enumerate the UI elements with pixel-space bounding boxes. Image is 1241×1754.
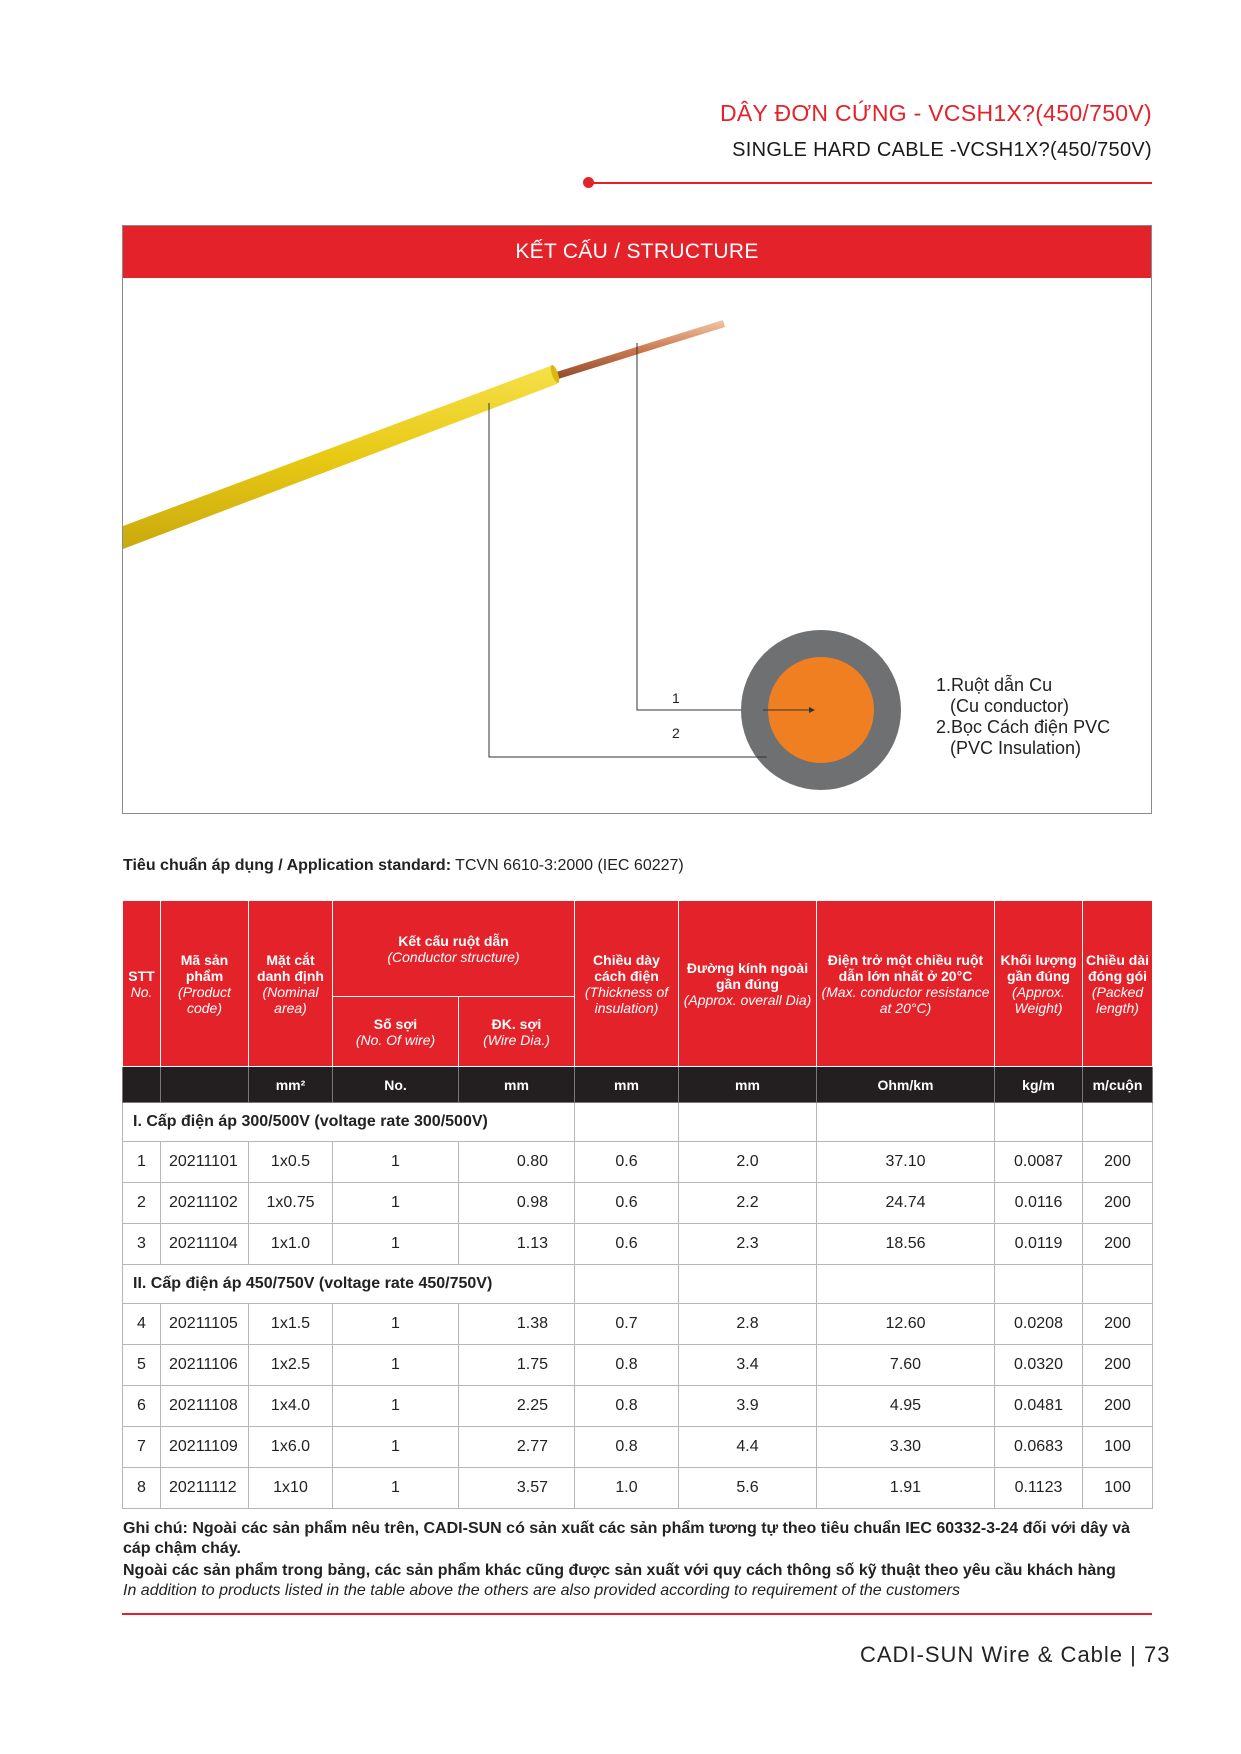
- table-cell: 1: [123, 1142, 161, 1183]
- table-row: [123, 1468, 1153, 1509]
- table-cell: 1x6.0: [249, 1427, 333, 1468]
- table-cell: 1: [333, 1142, 459, 1183]
- table-cell: 4.95: [817, 1386, 995, 1427]
- table-cell: 12.60: [817, 1304, 995, 1345]
- section-row: [123, 1265, 1153, 1304]
- table-cell: 1.75: [459, 1345, 575, 1386]
- table-cell: 100: [1083, 1427, 1153, 1468]
- col-header-wires: Số sợi (No. Of wire): [333, 997, 459, 1067]
- spec-table: [122, 900, 1153, 1509]
- table-row: [123, 1224, 1153, 1265]
- table-cell: 6: [123, 1386, 161, 1427]
- table-cell: 0.6: [575, 1224, 679, 1265]
- page-title: DÂY ĐƠN CỨNG - VCSH1X?(450/750V): [719, 100, 1152, 126]
- table-cell: 0.8: [575, 1345, 679, 1386]
- table-cell: 200: [1083, 1304, 1153, 1345]
- table-cell: 0.80: [459, 1142, 575, 1183]
- table-cell: 4.4: [679, 1427, 817, 1468]
- table-cell: 200: [1083, 1183, 1153, 1224]
- table-row: [123, 1427, 1153, 1468]
- callout-number-2: 2: [672, 725, 680, 741]
- table-cell: 20211106: [161, 1345, 249, 1386]
- table-cell: 1x10: [249, 1468, 333, 1509]
- note-custom-products: Ngoài các sản phẩm trong bảng, các sản phẩm khác cũng được sản xuất với quy cách thông số kỹ thuật theo yêu cầu khách hàng: [123, 1562, 1116, 1579]
- table-cell: 1: [333, 1224, 459, 1265]
- table-cell: 1.13: [459, 1224, 575, 1265]
- spec-table-body: [123, 1103, 1153, 1509]
- col-header-resistance: Điện trở một chiều ruột dẫn lớn nhất ở 20°C (Max. conductor resistance at 20°C): [817, 901, 995, 1067]
- structure-legend: [936, 675, 1110, 759]
- table-cell: 1: [333, 1386, 459, 1427]
- table-cell: 1x1.5: [249, 1304, 333, 1345]
- table-cell: 0.0116: [995, 1183, 1083, 1224]
- table-cell: 1x0.75: [249, 1183, 333, 1224]
- table-cell: 200: [1083, 1386, 1153, 1427]
- note-custom-products-en: In addition to products listed in the table above the others are also provided according to requirement of the customers: [123, 1582, 960, 1599]
- table-cell: 20211112: [161, 1468, 249, 1509]
- callout-line-2: [489, 403, 770, 757]
- table-cell: 3.57: [459, 1468, 575, 1509]
- table-cell: 2.0: [679, 1142, 817, 1183]
- table-cell: 2.25: [459, 1386, 575, 1427]
- table-cell: 1.38: [459, 1304, 575, 1345]
- table-cell: 3: [123, 1224, 161, 1265]
- application-standard: Tiêu chuẩn áp dụng / Application standard: TCVN 6610-3:2000 (IEC 60227): [123, 857, 684, 874]
- table-row: [123, 1142, 1153, 1183]
- table-cell: 20211109: [161, 1427, 249, 1468]
- table-cell: 20211101: [161, 1142, 249, 1183]
- col-header-area: Mặt cắt danh định (Nominal area): [249, 901, 333, 1067]
- table-cell: 7: [123, 1427, 161, 1468]
- table-cell: 1: [333, 1468, 459, 1509]
- table-cell: 1: [333, 1427, 459, 1468]
- table-cell: 1.0: [575, 1468, 679, 1509]
- col-header-length: Chiều dài đóng gói (Packed length): [1083, 901, 1153, 1067]
- table-cell: 1: [333, 1304, 459, 1345]
- table-cell: 200: [1083, 1224, 1153, 1265]
- table-cell: 200: [1083, 1345, 1153, 1386]
- table-cell: 0.0208: [995, 1304, 1083, 1345]
- table-cell: 20211105: [161, 1304, 249, 1345]
- table-cell: 7.60: [817, 1345, 995, 1386]
- section-label: II. Cấp điện áp 450/750V (voltage rate 450/750V): [123, 1265, 575, 1304]
- structure-panel: [122, 225, 1152, 814]
- table-cell: 3.9: [679, 1386, 817, 1427]
- col-header-wire-dia: ĐK. sợi (Wire Dia.): [459, 997, 575, 1067]
- table-cell: 200: [1083, 1142, 1153, 1183]
- bottom-rule: [122, 1613, 1152, 1615]
- table-cell: 1x1.0: [249, 1224, 333, 1265]
- table-cell: 20211108: [161, 1386, 249, 1427]
- table-cell: 2.77: [459, 1427, 575, 1468]
- table-cell: 0.8: [575, 1386, 679, 1427]
- table-cell: 0.8: [575, 1427, 679, 1468]
- table-cell: 37.10: [817, 1142, 995, 1183]
- table-cell: 0.6: [575, 1183, 679, 1224]
- table-cell: 0.1123: [995, 1468, 1083, 1509]
- table-cell: 5.6: [679, 1468, 817, 1509]
- units-row: mm² No. mm mm mm Ohm/km kg/m m/cuộn: [123, 1067, 1153, 1103]
- table-cell: 1x4.0: [249, 1386, 333, 1427]
- table-cell: 5: [123, 1345, 161, 1386]
- col-header-conductor: Kết cấu ruột dẫn (Conductor structure): [333, 901, 575, 997]
- table-cell: 0.0087: [995, 1142, 1083, 1183]
- table-cell: 3.4: [679, 1345, 817, 1386]
- table-cell: 20211102: [161, 1183, 249, 1224]
- table-cell: 0.7: [575, 1304, 679, 1345]
- table-cell: 100: [1083, 1468, 1153, 1509]
- table-cell: 3.30: [817, 1427, 995, 1468]
- table-row: [123, 1304, 1153, 1345]
- table-cell: 1.91: [817, 1468, 995, 1509]
- col-header-weight: Khối lượng gần đúng (Approx. Weight): [995, 901, 1083, 1067]
- page-subtitle: SINGLE HARD CABLE -VCSH1X?(450/750V): [732, 139, 1152, 161]
- table-cell: 1x0.5: [249, 1142, 333, 1183]
- col-header-code: Mã sản phẩm (Product code): [161, 901, 249, 1067]
- col-header-overall-dia: Đường kính ngoài gần đúng (Approx. overall Dia): [679, 901, 817, 1067]
- table-cell: 2.2: [679, 1183, 817, 1224]
- table-cell: 1x2.5: [249, 1345, 333, 1386]
- note-flame-retardant: Ghi chú: Ngoài các sản phẩm nêu trên, CADI-SUN có sản xuất các sản phẩm tương tự theo tiêu chuẩn IEC 60332-3-24 đối với dây và cáp chậm cháy.: [123, 1520, 1131, 1557]
- table-cell: 0.0320: [995, 1345, 1083, 1386]
- legend-item-2: 2.Bọc Cách điện PVC (PVC Insulation): [936, 717, 1111, 758]
- table-cell: 20211104: [161, 1224, 249, 1265]
- table-cell: 2.3: [679, 1224, 817, 1265]
- page-footer: CADI-SUN Wire & Cable | 73: [860, 1642, 1171, 1667]
- table-cell: 1: [333, 1345, 459, 1386]
- copper-conductor: [553, 320, 725, 380]
- table-cell: 1: [333, 1183, 459, 1224]
- table-cell: 4: [123, 1304, 161, 1345]
- table-cell: 0.98: [459, 1183, 575, 1224]
- table-cell: 24.74: [817, 1183, 995, 1224]
- table-row: [123, 1345, 1153, 1386]
- col-header-stt: STT No.: [123, 901, 161, 1067]
- table-row: [123, 1183, 1153, 1224]
- title-rule: [588, 182, 1152, 184]
- table-cell: 18.56: [817, 1224, 995, 1265]
- table-cell: 2.8: [679, 1304, 817, 1345]
- section-label: I. Cấp điện áp 300/500V (voltage rate 300/500V): [123, 1103, 575, 1142]
- col-header-insulation: Chiều dày cách điện (Thickness of insulation): [575, 901, 679, 1067]
- table-cell: 0.6: [575, 1142, 679, 1183]
- notes: [123, 1519, 1163, 1601]
- table-cell: 0.0481: [995, 1386, 1083, 1427]
- yellow-insulation: [123, 365, 557, 549]
- table-cell: 8: [123, 1468, 161, 1509]
- table-cell: 0.0119: [995, 1224, 1083, 1265]
- table-cell: 2: [123, 1183, 161, 1224]
- table-cell: 0.0683: [995, 1427, 1083, 1468]
- callout-number-1: 1: [672, 690, 680, 706]
- legend-item-1: 1.Ruột dẫn Cu (Cu conductor): [936, 675, 1070, 716]
- section-row: [123, 1103, 1153, 1142]
- table-row: [123, 1386, 1153, 1427]
- structure-heading: KẾT CẤU / STRUCTURE: [123, 226, 1151, 278]
